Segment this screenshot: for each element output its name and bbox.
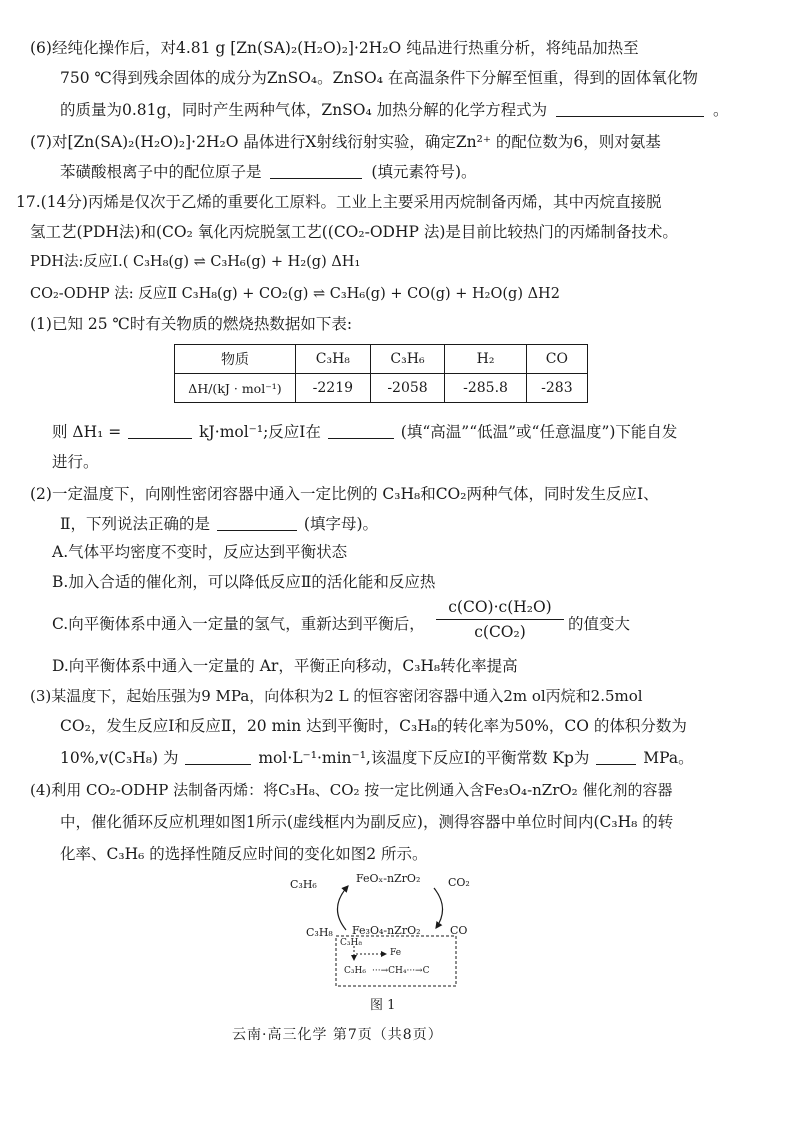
q16-p6-line3-end: 。 (713, 101, 729, 119)
figure-label-c3h6: C₃H₆ (290, 878, 317, 891)
q17-p1-text-b: kJ·mol⁻¹;反应Ⅰ在 (199, 423, 321, 441)
table-header-substance: H₂ (445, 345, 526, 374)
q16-p7-line1: (7)对[Zn(SA)₂(H₂O)₂]·2H₂O 晶体进行X射线衍射实验，确定Zn²⁺ 的配位数为6，则对氨基 (30, 133, 661, 151)
q17-p3-text-b: mol·L⁻¹·min⁻¹,该温度下反应Ⅰ的平衡常数 Kp为 (258, 749, 590, 767)
table-header-substance: CO (526, 345, 587, 374)
q17-p3-text-c: MPa。 (643, 749, 694, 767)
q16-p7-line2 (60, 162, 477, 182)
option-c-end: 的值变大 (568, 615, 631, 633)
q17-p3-text-a: 10%,v(C₃H₈) 为 (60, 749, 179, 767)
q17-p3-line3 (60, 748, 694, 768)
table-cell-value: -283 (526, 374, 587, 403)
odhp-reaction: CO₂-ODHP 法: 反应Ⅱ C₃H₈(g) + CO₂(g) ⇌ C₃H₆(g) + CO(g) + H₂O(g) ΔH2 (30, 286, 560, 302)
table-row-label: ΔH/(kJ · mol⁻¹) (175, 374, 296, 403)
q17-p3-line1: (3)某温度下，起始压强为9 MPa，向体积为2 L 的恒容密闭容器中通入2m ol丙烷和2.5mol (30, 687, 643, 705)
q17-p1-text-a: 则 ΔH₁ = (52, 423, 122, 441)
pdh-reaction: PDH法:反应Ⅰ.( C₃H₈(g) ⇌ C₃H₆(g) + H₂(g) ΔH₁ (30, 254, 361, 270)
q17-p4-line3: 化率、C₃H₆ 的选择性随反应时间的变化如图2 所示。 (60, 845, 428, 863)
q17-p2-text: Ⅱ，下列说法正确的是 (60, 515, 211, 533)
q16-p6-line3-text: 的质量为0.81g，同时产生两种气体，ZnSO₄ 加热分解的化学方程式为 (60, 101, 548, 119)
q17-intro-line2: 氢工艺(PDH法)和(CO₂ 氧化丙烷脱氢工艺((CO₂-ODHP 法)是目前比较热门的丙烯制备技术。 (30, 223, 678, 241)
q17-p3-line2: CO₂，发生反应Ⅰ和反应Ⅱ，20 min 达到平衡时，C₃H₈的转化率为50%，CO 的体积分数为 (60, 717, 687, 735)
table-cell-value: -2219 (296, 374, 371, 403)
q17-p1-end: 进行。 (52, 453, 99, 471)
figure-label-side-c3h6: C₃H₆ (344, 966, 366, 976)
answer-blank-dh1[interactable] (128, 422, 192, 439)
figure-label-side-chain: ···→CH₄···→C (372, 966, 430, 976)
table-row (175, 374, 588, 403)
q17-p2-line2 (60, 514, 378, 534)
q16-p6-line3 (60, 100, 729, 120)
q16-p6-line1: (6)经纯化操作后，对4.81 g [Zn(SA)₂(H₂O)₂]·2H₂O 纯品进行热重分析，将纯品加热至 (30, 39, 639, 57)
q17-p4-line2: 中，催化循环反应机理如图1所示(虚线框内为副反应)，测得容器中单位时间内(C₃H₈ 的转 (60, 813, 674, 831)
answer-blank-rate[interactable] (185, 748, 251, 765)
q17-p2-line1: (2)一定温度下，向刚性密闭容器中通入一定比例的 C₃H₈和CO₂两种气体，同时发生反应Ⅰ、 (30, 485, 659, 503)
answer-blank-coordinating-atom[interactable] (270, 162, 362, 179)
q17-p4-line1: (4)利用 CO₂-ODHP 法制备丙烯：将C₃H₈、CO₂ 按一定比例通入含Fe₃O₄-nZrO₂ 催化剂的容器 (30, 781, 673, 799)
figure-label-co2: CO₂ (448, 876, 470, 889)
option-a: A.气体平均密度不变时，反应达到平衡状态 (52, 543, 348, 561)
figure-1-caption: 图 1 (370, 998, 396, 1013)
option-c-text: C.向平衡体系中通入一定量的氢气，重新达到平衡后， (52, 615, 425, 633)
cycle-arrow-left-icon (337, 886, 348, 930)
fraction-bar (436, 619, 564, 620)
table-header-label: 物质 (175, 345, 296, 374)
q17-p1-text-c: (填“高温”“低温”或“任意温度”)下能自发 (400, 423, 678, 441)
table-cell-value: -2058 (370, 374, 445, 403)
figure-label-co: CO (450, 924, 468, 937)
option-c-fraction (436, 598, 564, 641)
table-header-substance: C₃H₆ (370, 345, 445, 374)
figure-label-c3h8: C₃H₈ (306, 926, 333, 939)
option-b: B.加入合适的催化剂，可以降低反应Ⅱ的活化能和反应热 (52, 573, 436, 591)
q16-p7-line2-end: (填元素符号)。 (371, 163, 477, 181)
q17-intro-line1: 17.(14分)丙烯是仅次于乙烯的重要化工原料。工业上主要采用丙烷制备丙烯，其中丙烷直接脱 (16, 193, 662, 211)
q17-p1-question (52, 422, 677, 442)
figure-label-fe3o4: Fe₃O₄-nZrO₂ (352, 924, 421, 937)
q17-p1-intro: (1)已知 25 ℃时有关物质的燃烧热数据如下表: (30, 315, 353, 333)
answer-blank-choice[interactable] (217, 514, 297, 531)
answer-blank-kp[interactable] (596, 748, 636, 765)
page-footer: 云南·高三化学 第7页（共8页） (232, 1027, 443, 1043)
figure-label-side-c3h8: C₃H₈ (340, 938, 362, 948)
combustion-heat-table (174, 344, 588, 403)
q17-p2-text-end: (填字母)。 (303, 515, 379, 533)
fraction-denominator: c(CO₂) (474, 623, 526, 641)
cycle-arrow-right-icon (434, 888, 443, 928)
q16-p6-line2: 750 ℃得到残余固体的成分为ZnSO₄。ZnSO₄ 在高温条件下分解至恒重，得到的固体氧化物 (60, 69, 698, 87)
answer-blank-temperature[interactable] (328, 422, 394, 439)
fraction-numerator: c(CO)·c(H₂O) (448, 598, 552, 616)
figure-label-side-fe: Fe (390, 948, 402, 958)
figure-label-feox: FeOₓ-nZrO₂ (356, 872, 421, 885)
q16-p7-line2-text: 苯磺酸根离子中的配位原子是 (60, 163, 262, 181)
table-cell-value: -285.8 (445, 374, 526, 403)
table-header-substance: C₃H₈ (296, 345, 371, 374)
option-d: D.向平衡体系中通入一定量的 Ar，平衡正向移动，C₃H₈转化率提高 (52, 657, 518, 675)
answer-blank-equation[interactable] (556, 100, 704, 117)
table-row (175, 345, 588, 374)
figure-1-diagram (286, 870, 486, 988)
